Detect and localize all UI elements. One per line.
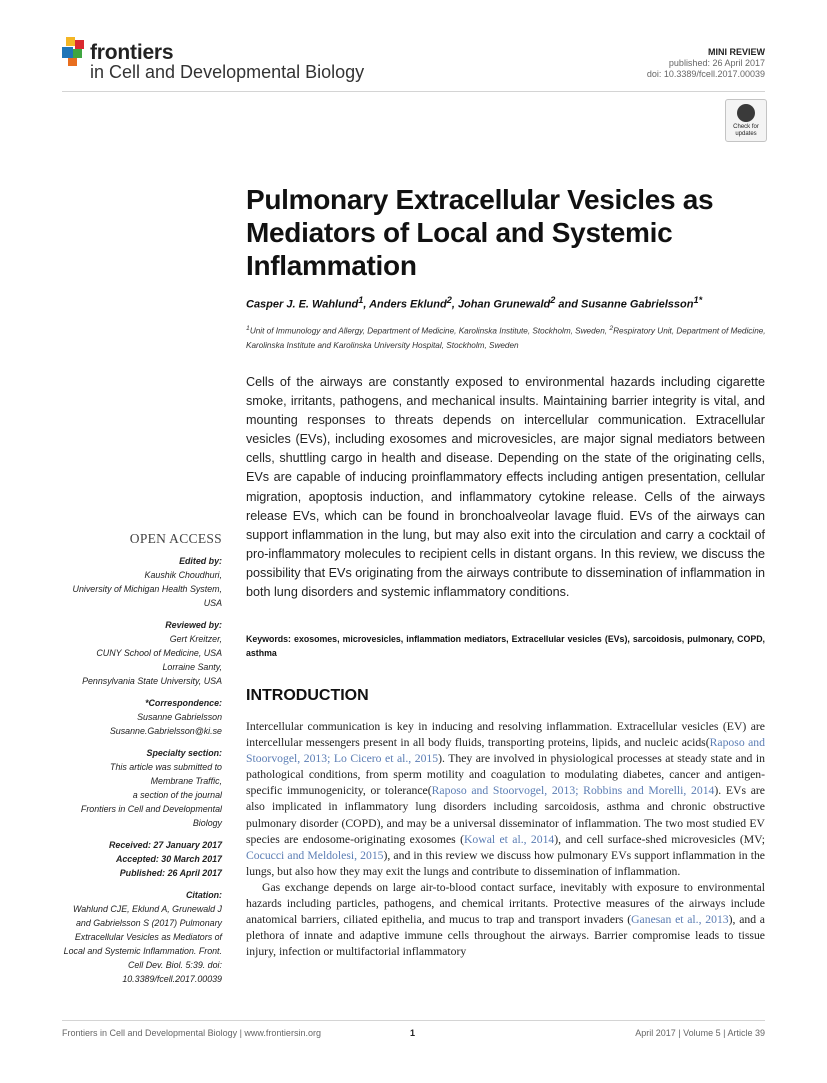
author-list (246, 295, 766, 311)
accepted-date: Accepted: 30 March 2017 (115, 854, 222, 864)
paragraph-2 (246, 880, 765, 960)
affiliation-1: Unit of Immunology and Allergy, Department of Medicine, Karolinska Institute, Stockholm, Sweden, (249, 326, 608, 336)
affil-sup: 2 (609, 325, 614, 332)
footer-journal[interactable]: Frontiers in Cell and Developmental Biology | www.frontiersin.org (62, 1028, 321, 1038)
affiliation-2: Respiratory Unit, Department of Medicine, Karolinska Institute and Karolinska University Hospital, Stockholm, Sweden (246, 326, 766, 350)
author-name[interactable]: Johan Grunewald (457, 298, 551, 311)
text-run: Intercellular communication is key in inducing and resolving inflammation. Extracellular vesicles (EV) are intercellular messengers present in all body fluids, transporting proteins, lipids, and nucleic acids( (246, 720, 765, 750)
reviewer-affiliation: CUNY School of Medicine, USA (96, 648, 222, 658)
frontiers-logo-icon (62, 37, 90, 67)
reviewer-name: Gert Kreitzer, (169, 634, 222, 644)
check-updates-label-2: updates (735, 131, 757, 137)
author-sup: 1 (358, 295, 364, 305)
published-date: published: 26 April 2017 (668, 58, 765, 68)
sidebar-info (62, 532, 222, 986)
specialty-text: Membrane Traffic, (150, 776, 222, 786)
abstract: Cells of the airways are constantly exposed to environmental hazards including cigarette smoke, irritants, pathogens, and mechanical insults. Maintaining barrier integrity is vital, and mounting responses to threats depends on intercellular communication. Extracellular vesicles (EVs), including exosomes and microvesicles, are major signal mediators between cells, shuttling cargo in health and disease. Depending on the state of the originating cells, EVs are capable of inducing proinflammatory effects including antigen presentation, cellular migration, apoptosis induction, and inflammatory cytokine release. Cells of the airways release EVs, which can be found in bronchoalveolar lavage fluid. EVs of the airways can support inflammation in the lung, but may also exit into the circulation and carry a cocktail of pro-inflammatory molecules to recipient cells in distant organs. In this review, we discuss the possibility that EVs originating from the airways contribute to dissemination of inflammation in both lung disorders and systemic inflammatory conditions. (246, 375, 765, 600)
citation-label: Citation: (186, 890, 222, 900)
citation-link[interactable]: Cocucci and Meldolesi, 2015 (246, 848, 384, 862)
edited-by-label: Edited by: (179, 556, 222, 566)
author-name[interactable]: Casper J. E. Wahlund (246, 298, 359, 311)
header-divider (62, 91, 765, 92)
citation-link[interactable]: Raposo and Stoorvogel, 2013; Lo Cicero et al., 2015 (246, 736, 765, 766)
reviewer-name: Lorraine Santy, (162, 662, 222, 672)
correspondence-email-link[interactable]: Susanne.Gabrielsson@ki.se (109, 726, 222, 736)
check-updates-icon (737, 104, 755, 122)
correspondence-label: *Correspondence: (145, 698, 222, 708)
author-separator: , (363, 298, 370, 311)
reviewed-by-label: Reviewed by: (165, 620, 222, 630)
citation-link[interactable]: Raposo and Stoorvogel, 2013; Robbins and Morelli, 2014 (431, 784, 715, 798)
author-separator: , (451, 298, 458, 311)
text-run: ), and in this review we discuss how pulmonary EVs support inflammation in the lungs, but also how they may exit the lungs and contribute to dissemination of inflammation. (246, 848, 765, 878)
correspondence-name: Susanne Gabrielsson (137, 712, 222, 722)
specialty-label: Specialty section: (146, 748, 222, 758)
text-run: ). They are involved in physiological processes at steady state and in pathological conditions, from sperm motility and coagulation to modulating diabetes, cancer and antigen-specific immunogenicity, or tolerance( (246, 752, 766, 798)
specialty-text: a section of the journal (132, 790, 222, 800)
text-run: ). EVs are also implicated in inflammatory lung disorders including sarcoidosis, asthma and chronic obstructive pulmonary disorder (COPD), and may be a universal disseminator of inflammation. The two most studied EV species are endosome-originating exosomes ( (246, 784, 765, 846)
published-date-sidebar: Published: 26 April 2017 (119, 868, 222, 878)
journal-name: in Cell and Developmental Biology (90, 62, 365, 82)
footer-volume: April 2017 | Volume 5 | Article 39 (635, 1028, 765, 1038)
footer-divider (62, 1020, 765, 1021)
open-access-label: OPEN ACCESS (129, 531, 222, 546)
author-sup: 1* (693, 295, 703, 305)
author-separator: and (555, 298, 581, 311)
text-run: Gas exchange depends on large air-to-blood contact surface, inevitably with exposure to environmental hazards including particles, pathogens, and chemical irritants. Protective measures of the airways include anatomical barriers, ciliated epithelia, and mucus to trap and transport invaders ( (246, 880, 765, 927)
citation-link[interactable]: Ganesan et al., 2013 (631, 913, 729, 927)
affil-sup: 1 (246, 325, 250, 332)
author-name[interactable]: Anders Eklund (369, 298, 447, 311)
body-text (246, 719, 765, 960)
editor-name: Kaushik Choudhuri, (144, 570, 222, 580)
editor-affiliation: University of Michigan Health System, USA (72, 584, 222, 608)
article-title: Pulmonary Extracellular Vesicles as Mediators of Local and Systemic Inflammation (246, 184, 714, 281)
author-sup: 2 (446, 295, 452, 305)
affiliations (246, 322, 766, 353)
paragraph-1 (246, 719, 765, 880)
text-run: ), and a plethora of innate and adaptive immune cells throughout the airways. Barrier compromise leads to tissue injury, infection or multifactorial inflammatory (246, 913, 765, 959)
article-type: MINI REVIEW (707, 47, 765, 57)
received-date: Received: 27 January 2017 (109, 840, 222, 850)
author-name[interactable]: Susanne Gabrielsson (581, 298, 694, 311)
specialty-text: Frontiers in Cell and Developmental Biology (80, 804, 222, 828)
citation-text: Wahlund CJE, Eklund A, Grunewald J and Gabrielsson S (2017) Pulmonary Extracellular Vesicles as Mediators of Local and Systemic Inflammation. Front. Cell Dev. Biol. 5:39. doi: 10.3389/fcell.2017.00039 (63, 904, 222, 984)
specialty-text: This article was submitted to (110, 762, 222, 772)
check-for-updates-button[interactable] (725, 99, 767, 142)
author-sup: 2 (550, 295, 556, 305)
text-run: ), and cell surface-shed microvesicles (MV; (554, 832, 765, 846)
doi-link[interactable]: doi: 10.3389/fcell.2017.00039 (646, 69, 765, 79)
page-number: 1 (410, 1028, 416, 1038)
check-updates-label: Check for (733, 124, 759, 130)
section-heading-introduction: INTRODUCTION (246, 687, 369, 704)
keywords: Keywords: exosomes, microvesicles, inflammation mediators, Extracellular vesicles (EVs), sarcoidosis, pulmonary, COPD, asthma (246, 634, 765, 658)
brand-name: frontiers (90, 41, 174, 64)
citation-link[interactable]: Kowal et al., 2014 (463, 832, 555, 846)
reviewer-affiliation: Pennsylvania State University, USA (82, 676, 222, 686)
article-meta (647, 47, 765, 80)
